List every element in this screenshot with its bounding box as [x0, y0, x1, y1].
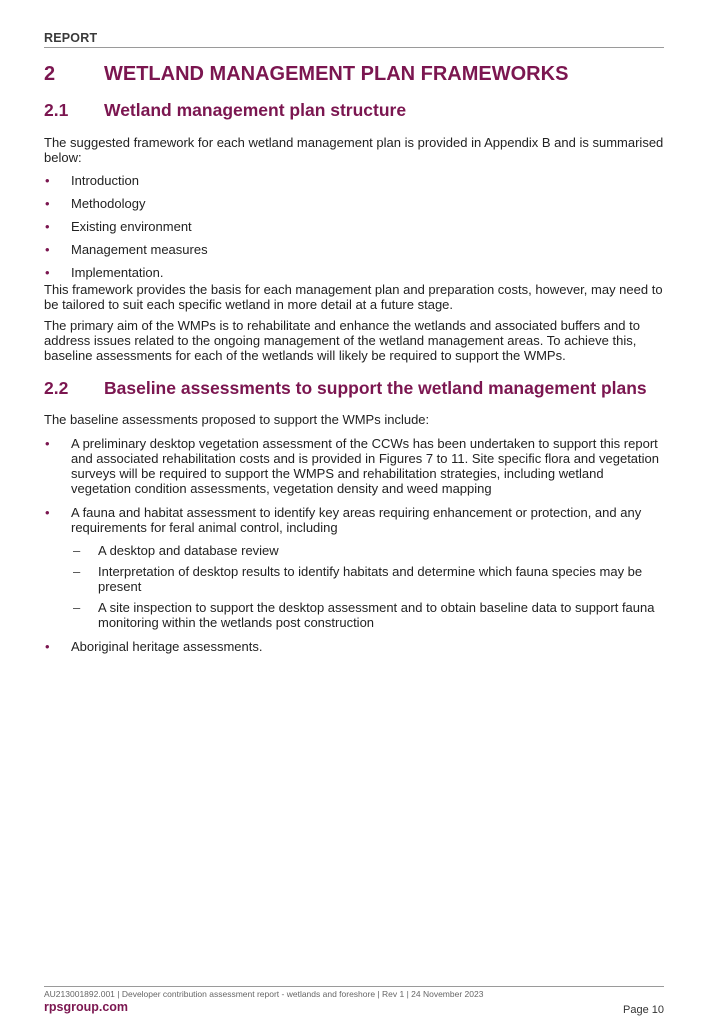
bullet-icon: • — [45, 219, 50, 234]
baseline-intro-paragraph: The baseline assessments proposed to support the WMPs include: — [44, 412, 430, 427]
sub-list-item-text: A desktop and database review — [98, 543, 279, 558]
list-item-text: Introduction — [71, 173, 139, 188]
bullet-icon: • — [45, 505, 50, 520]
subsection-number: 2.1 — [44, 100, 69, 120]
baseline-assessment-list — [44, 436, 664, 654]
list-item-text: A fauna and habitat assessment to identify key areas requiring enhancement or protection, and any requirements for feral animal control, including — [71, 505, 642, 535]
footer-document-reference: AU213001892.001 | Developer contribution assessment report - wetlands and foreshore | Rev 1 | 24 November 2023 — [44, 989, 484, 999]
bullet-icon: • — [45, 173, 50, 188]
framework-basis-paragraph: This framework provides the basis for each management plan and preparation costs, however, may need to be tailored to suit each specific wetland in more detail at a future stage. — [44, 282, 663, 312]
subsection-heading-2-1 — [44, 98, 664, 122]
list-item — [44, 242, 664, 257]
dash-icon: – — [73, 600, 81, 615]
list-item — [44, 505, 664, 630]
subsection-heading-2-2 — [44, 376, 664, 400]
footer-page-number: Page 10 — [623, 1004, 664, 1016]
bullet-icon: • — [45, 436, 50, 451]
sub-list-item — [71, 543, 664, 558]
framework-list — [44, 173, 664, 280]
list-item-text: Existing environment — [71, 219, 192, 234]
list-item — [44, 173, 664, 188]
list-item-text: A preliminary desktop vegetation assessment of the CCWs has been undertaken to support this report and associated rehabilitation costs and is provided in Figures 7 to 11. Site specific flora and vegetation surveys will be required to support the WMPS and rehabilitation strategies, including wetland vegetation condition assessments, vegetation density and weed mapping — [71, 436, 659, 496]
subsection-title: Baseline assessments to support the wetland management plans — [104, 378, 647, 398]
section-number: 2 — [44, 63, 56, 85]
list-item — [44, 196, 664, 211]
section-title: WETLAND MANAGEMENT PLAN FRAMEWORKS — [104, 63, 569, 85]
list-item — [44, 265, 664, 280]
framework-intro-paragraph: The suggested framework for each wetland management plan is provided in Appendix B and is summarised below: — [44, 135, 664, 165]
list-item — [44, 219, 664, 234]
document-body — [44, 60, 664, 654]
list-item-text: Management measures — [71, 242, 208, 257]
subsection-number: 2.2 — [44, 378, 69, 398]
section-heading — [44, 60, 664, 88]
sub-list-item-text: A site inspection to support the desktop assessment and to obtain baseline data to support fauna monitoring within the wetlands post construction — [98, 600, 655, 630]
bullet-icon: • — [45, 265, 50, 280]
list-item-text: Methodology — [71, 196, 146, 211]
list-item — [44, 436, 664, 496]
bullet-icon: • — [45, 242, 50, 257]
sub-list-item — [71, 600, 664, 630]
list-item — [44, 639, 664, 654]
footer-website-link[interactable]: rpsgroup.com — [44, 1000, 129, 1014]
dash-icon: – — [73, 543, 81, 558]
list-item-text: Implementation. — [71, 265, 164, 280]
sub-list-item — [71, 564, 664, 594]
sub-list-item-text: Interpretation of desktop results to identify habitats and determine which fauna species may be present — [98, 564, 643, 594]
header-divider — [44, 47, 664, 48]
list-item-text: Aboriginal heritage assessments. — [71, 639, 263, 654]
primary-aim-paragraph: The primary aim of the WMPs is to rehabilitate and enhance the wetlands and associated buffers and to address issues related to the ongoing management of the wetland management areas. To achieve this, baseline assessments for each of the wetlands will likely be required to support the WMPs. — [44, 318, 640, 363]
dash-icon: – — [73, 564, 81, 579]
bullet-icon: • — [45, 196, 50, 211]
fauna-sub-list — [71, 543, 664, 630]
subsection-title: Wetland management plan structure — [104, 100, 407, 120]
report-header-label: REPORT — [44, 31, 98, 45]
bullet-icon: • — [45, 639, 50, 654]
footer-divider — [44, 986, 664, 987]
